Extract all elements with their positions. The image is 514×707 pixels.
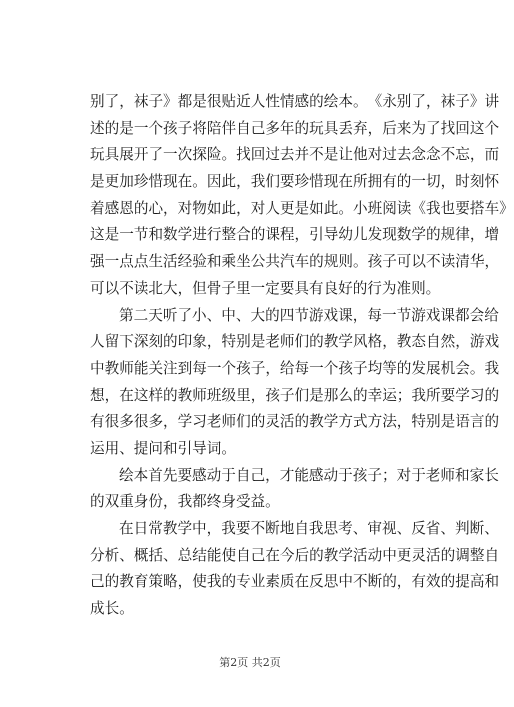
text-line: 己 的 教 育 策 略 ， 使 我 的 专 业 素 质 在 反 思 中 不 断 的 ， 有 效 的 提 高 和 <box>90 573 500 591</box>
document-body <box>90 89 514 623</box>
text-line: 第 二 天 听 了 小 、 中 、 大 的 四 节 游 戏 课 ， 每 一 节 游 戏 课 都 会 给 <box>119 306 499 324</box>
text-line: 可以不读北大，但骨子里一定要具有良好的行为准则。 <box>90 279 441 297</box>
text-line: 这 是 一 节 和 数 学 进 行 整 合 的 课 程 ， 引 导 幼 儿 发 现 数 学 的 规 律 ， 增 <box>90 226 500 244</box>
page-footer: 第2页 共2页 <box>219 656 281 669</box>
text-line: 中 教 师 能 关 注 到 每 一 个 孩 子 ， 给 每 一 个 孩 子 均 等 的 发 展 机 会 。 我 <box>90 359 500 377</box>
text-line: 的双重身份，我都终身受益。 <box>90 493 280 511</box>
text-line: 玩 具 展 开 了 一 次 探 险 。 找 回 过 去 并 不 是 让 他 对 过 去 念 念 不 忘 ， 而 <box>90 146 500 164</box>
text-line: 是 更 加 珍 惜 现 在 。 因 此 ， 我 们 要 珍 惜 现 在 所 拥 有 的 一 切 ， 时 刻 怀 <box>90 173 500 191</box>
text-line: 想 ， 在 这 样 的 教 师 班 级 里 ， 孩 子 们 是 那 么 的 幸 运 ； 我 所 要 学 习 的 <box>90 386 500 404</box>
text-line: 分 析 、 概 括 、 总 结 能 使 自 己 在 今 后 的 教 学 活 动 中 更 灵 活 的 调 整 自 <box>90 546 500 564</box>
text-line: 有 很 多 很 多 ， 学 习 老 师 们 的 灵 活 的 教 学 方 式 方 法 ， 特 别 是 语 言 的 <box>90 413 500 431</box>
text-line: 绘 本 首 先 要 感 动 于 自 己 ， 才 能 感 动 于 孩 子 ； 对 于 老 师 和 家 长 <box>119 466 499 484</box>
text-line: 强 一 点 点 生 活 经 验 和 乘 坐 公 共 汽 车 的 规 则 。 孩 子 可 以 不 读 清 华 ， <box>90 253 500 271</box>
text-line: 着 感 恩 的 心 ， 对 物 如 此 ， 对 人 更 是 如 此 。 小 班 阅 读 《 我 也 要 搭 车 》 <box>90 199 514 217</box>
text-line: 人 留 下 深 刻 的 印 象 ， 特 别 是 老 师 们 的 教 学 风 格 ， 教 态 自 然 ， 游 戏 <box>90 333 500 351</box>
text-line: 述 的 是 一 个 孩 子 将 陪 伴 自 己 多 年 的 玩 具 丢 弃 ， 后 来 为 了 找 回 这 个 <box>90 119 500 137</box>
text-line: 在 日 常 教 学 中 ， 我 要 不 断 地 自 我 思 考 、 审 视 、 反 省 、 判 断 、 <box>119 520 499 537</box>
text-line: 别 了 ， 袜 子 》 都 是 很 贴 近 人 性 情 感 的 绘 本 。 《 永 别 了 ， 袜 子 》 讲 <box>90 93 500 110</box>
text-line: 运用、提问和引导词。 <box>90 439 236 457</box>
text-line: 成长。 <box>90 600 134 618</box>
